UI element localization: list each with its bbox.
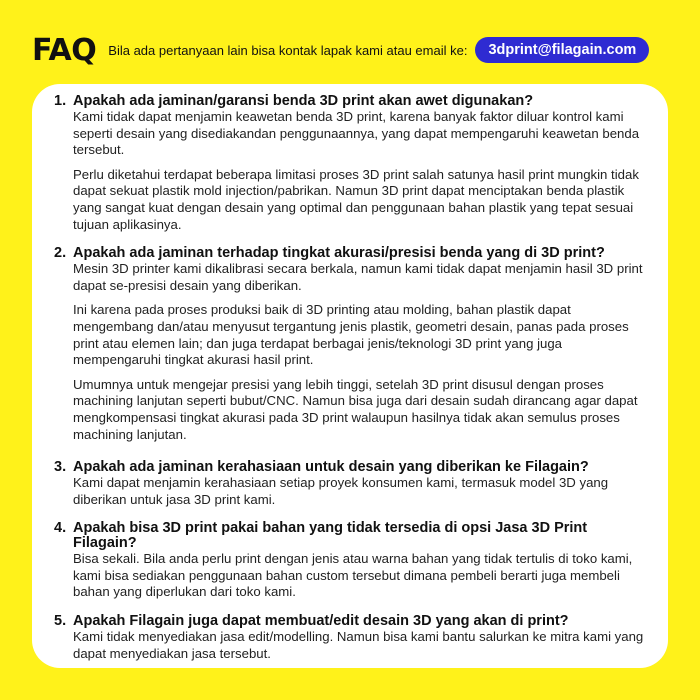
faq-answer: Mesin 3D printer kami dikalibrasi secara berkala, namun kami tidak dapat menjamin hasil 3D print dapat se-presisi desain yang diberikan. (73, 261, 643, 293)
faq-item (54, 246, 650, 443)
faq-question (54, 94, 650, 109)
page-title: FAQ (32, 32, 97, 68)
faq-item (54, 460, 650, 508)
faq-answer: Umumnya untuk mengejar presisi yang lebih tinggi, setelah 3D print disusul dengan proses machining lanjutan seperti bubut/CNC. Namun bisa juga dari desain sudah dirancang agar dapat mengkompensasi tingkat akurasi pada 3D print walaupun hasilnya tidak akan semulus proses machining lanjutan. (73, 376, 638, 442)
faq-question (54, 246, 650, 261)
faq-question-text: Apakah ada jaminan kerahasiaan untuk desain yang diberikan ke Filagain? (73, 459, 589, 476)
header (32, 30, 672, 70)
faq-answer: Kami tidak menyediakan jasa edit/modelling. Namun bisa kami bantu salurkan ke mitra kami yang dapat menyediakan jasa tersebut. (73, 629, 644, 661)
faq-number: 1. (54, 93, 67, 109)
faq-list (54, 94, 650, 662)
contact-text: Bila ada pertanyaan lain bisa kontak lapak kami atau email ke: (108, 42, 468, 58)
faq-question-text: Apakah bisa 3D print pakai bahan yang tidak tersedia di opsi Jasa 3D Print Filagain? (73, 520, 588, 552)
faq-number: 3. (54, 459, 67, 476)
faq-item (54, 94, 650, 233)
faq-answer: Ini karena pada proses produksi baik di 3D printing atau molding, bahan plastik dapat mengembang dan/atau menyusut tergantung jenis plastik, geometri desain, panas pada proses print atau elemen lain; dan juga terdapat berbagai jenis/teknologi 3D print yang juga mempengaruhi tingkat akurasi hasil print. (73, 302, 629, 368)
faq-item (54, 521, 650, 601)
faq-item (54, 614, 650, 662)
faq-number: 4. (54, 520, 67, 537)
email-badge[interactable]: 3dprint@filagain.com (475, 37, 649, 63)
faq-question (54, 614, 650, 629)
faq-number: 2. (54, 245, 67, 262)
faq-answer: Kami dapat menjamin kerahasiaan setiap proyek konsumen kami, termasuk model 3D yang diberikan untuk jasa 3D print kami. (73, 475, 609, 507)
faq-number: 5. (54, 613, 67, 630)
faq-question (54, 521, 650, 551)
faq-card (32, 84, 668, 668)
faq-answer: Perlu diketahui terdapat beberapa limitasi proses 3D print salah satunya hasil print mungkin tidak dapat sekuat plastik mold injection/pabrikan. Namun 3D print dapat menciptakan benda plastik yang sangat kuat dengan desain yang optimal dan penggunaan bahan plastik yang tepat sesuai tujuan aplikasinya. (73, 166, 639, 232)
faq-answer: Kami tidak dapat menjamin keawetan benda 3D print, karena banyak faktor diluar kontrol kami seperti desain yang disediakandan penggunaannya, yang dapat mempengaruhi keawetan benda tersebut. (73, 109, 640, 158)
faq-answer: Bisa sekali. Bila anda perlu print dengan jenis atau warna bahan yang tidak tertulis di toko kami, kami bisa sediakan penggunaan bahan custom tersebut dimana pembeli berarti juga membeli bahan yang diperlukan dari toko kami. (73, 551, 633, 600)
faq-question (54, 460, 650, 475)
faq-question-text: Apakah Filagain juga dapat membuat/edit desain 3D yang akan di print? (73, 613, 569, 630)
faq-question-text: Apakah ada jaminan/garansi benda 3D print akan awet digunakan? (73, 93, 534, 109)
faq-question-text: Apakah ada jaminan terhadap tingkat akurasi/presisi benda yang di 3D print? (73, 245, 605, 262)
